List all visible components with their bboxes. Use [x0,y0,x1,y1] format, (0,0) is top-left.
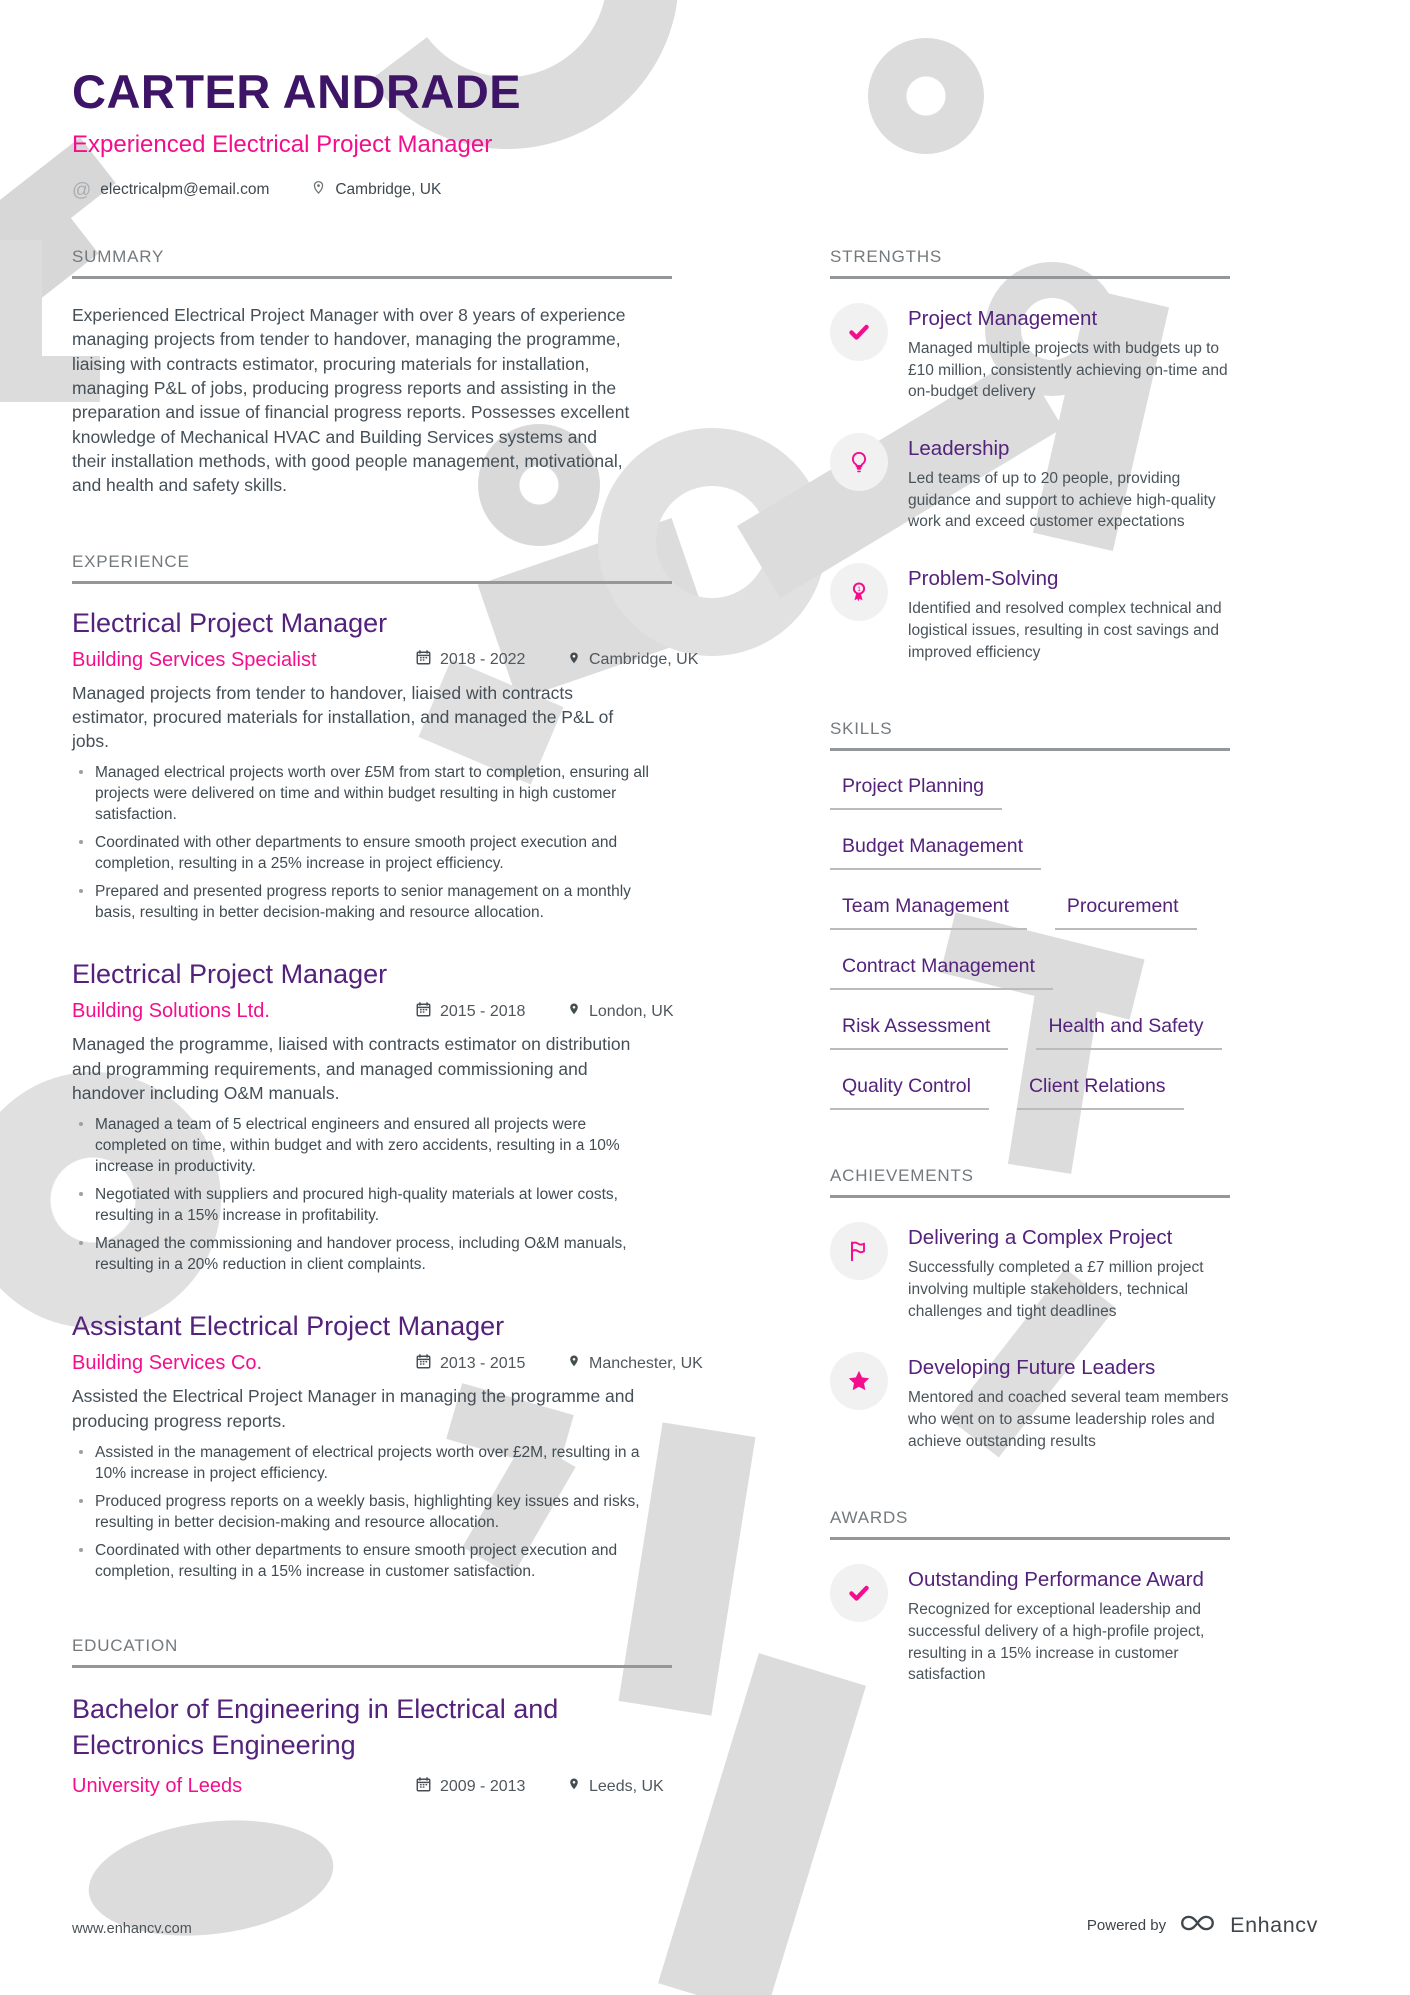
job-title: Electrical Project Manager [72,607,388,638]
bullet-item: Prepared and presented progress reports to senior management on a monthly basis, resulting in better decision-making and resource allocation. [72,881,650,923]
powered-by-block [1087,1910,1318,1941]
education-section [72,1636,672,1798]
location-text: Manchester, UK [589,1354,703,1372]
lightbulb-icon [830,433,888,491]
company-name: Building Services Specialist [72,648,317,671]
strength-text: Identified and resolved complex technical and logistical issues, resulting in cost savings and improved efficiency [908,600,1222,661]
location-pin-icon [567,1353,581,1374]
experience-section [72,551,703,1583]
job-summary: Managed projects from tender to handover, liaised with contracts estimator, procured materials for installation, and managed the P&L of jobs. [72,682,614,751]
calendar-icon [415,1353,432,1375]
awards-section [830,1508,1230,1686]
company-name: Building Solutions Ltd. [72,1000,270,1023]
location-value: Cambridge, UK [335,181,442,198]
achievement-title: Developing Future Leaders [908,1356,1156,1380]
skill-item: Procurement [1055,895,1197,930]
degree-title: Bachelor of Engineering in Electrical and Electronics Engineering [72,1694,559,1760]
skill-item: Project Planning [830,775,1002,810]
date-range [415,1353,567,1375]
achievements-section [830,1166,1230,1452]
section-heading-awards: AWARDS [830,1508,1230,1540]
bullet-item: Coordinated with other departments to ensure smooth project execution and completion, resulting in a 25% increase in project efficiency. [72,832,650,874]
location-pin-icon [311,179,326,201]
skill-item: Quality Control [830,1075,989,1110]
job-summary: Assisted the Electrical Project Manager in managing the programme and producing progress reports. [72,1386,635,1431]
strength-entry [830,303,1230,403]
job-meta-row [72,1352,717,1375]
section-heading-experience: EXPERIENCE [72,552,672,584]
enhancv-brand-text[interactable]: Enhancv [1230,1913,1318,1937]
summary-section [72,247,672,498]
section-heading-strengths: STRENGTHS [830,247,1230,279]
job-summary: Managed the programme, liaised with contracts estimator on distribution and programming requirements, and managed commissioning and handover including O&M manuals. [72,1034,631,1103]
job-bullets [72,1114,650,1276]
skills-section [830,719,1230,1110]
resume-header [72,64,1410,201]
section-heading-skills: SKILLS [830,719,1230,751]
skill-item: Client Relations [1017,1075,1184,1110]
contact-row [72,179,1410,201]
check-icon [830,1564,888,1622]
strength-title: Leadership [908,437,1010,461]
location-pin-icon [567,650,581,671]
skill-item: Contract Management [830,955,1053,990]
school-name: University of Leeds [72,1775,243,1798]
powered-by-label: Powered by [1086,1917,1167,1934]
award-entry [830,1564,1230,1686]
job-location [567,650,717,671]
candidate-name: CARTER ANDRADE [72,65,522,118]
location-pin-icon [567,1776,581,1797]
experience-entry [72,607,699,924]
skill-item: Health and Safety [1036,1015,1221,1050]
bullet-item: Produced progress reports on a weekly basis, highlighting key issues and risks, resulting in better decision-making and resource allocation. [72,1491,650,1533]
award-title: Outstanding Performance Award [908,1568,1204,1592]
footer-website-link[interactable]: www.enhancv.com [72,1921,192,1937]
left-column [72,247,703,1852]
bullet-item: Coordinated with other departments to ensure smooth project execution and completion, resulting in a 15% increase in customer satisfaction. [72,1540,650,1582]
email-item [72,181,269,200]
strengths-section [830,247,1230,663]
achievement-text: Successfully completed a £7 million project involving multiple stakeholders, technical challenges and tight deadlines [908,1259,1204,1320]
strength-title: Project Management [908,307,1098,330]
location-text: Leeds, UK [589,1777,664,1795]
job-meta-row [72,649,717,672]
location-item [311,179,441,201]
achievement-text: Mentored and coached several team members who went on to assume leadership roles and achieve outstanding results [908,1389,1229,1450]
job-bullets [72,1442,650,1582]
education-location [567,1776,717,1797]
calendar-icon [415,649,432,671]
candidate-title: Experienced Electrical Project Manager [72,131,493,158]
right-column [830,247,1230,1852]
award-text: Recognized for exceptional leadership and successful delivery of a high-profile project, resulting in a 15% increase in customer satisfaction [908,1601,1205,1684]
section-heading-education: EDUCATION [72,1636,672,1668]
calendar-icon [415,1001,432,1023]
date-text: 2015 - 2018 [440,1002,526,1020]
email-value[interactable]: electricalpm@email.com [100,181,270,198]
company-name: Building Services Co. [72,1352,263,1375]
strength-text: Led teams of up to 20 people, providing guidance and support to achieve high-quality work and exceed customer expectations [908,470,1216,531]
job-title: Electrical Project Manager [72,959,388,990]
skill-item: Risk Assessment [830,1015,1008,1050]
date-range [415,1776,567,1798]
email-icon: @ [72,179,92,201]
section-heading-summary: SUMMARY [72,247,672,279]
strength-text: Managed multiple projects with budgets up to £10 million, consistently achieving on-time and on-budget delivery [908,340,1228,401]
education-meta-row [72,1775,717,1798]
experience-entry [72,1311,703,1582]
summary-text: Experienced Electrical Project Manager with over 8 years of experience managing projects from tender to handover, managing the programme, liaising with contracts estimator, procuring materials for installation, managing P&L of jobs, producing progress reports and assisting in the preparation and issue of financial progress reports. Possesses excellent knowledge of Mechanical HVAC and Building Services systems and their installation methods, with good people management, motivational, and health and safety skills. [72,305,630,496]
achievement-entry [830,1222,1230,1322]
date-text: 2013 - 2015 [440,1354,526,1372]
bullet-item: Assisted in the management of electrical projects worth over £2M, resulting in a 10% increase in project efficiency. [72,1442,650,1484]
bullet-item: Managed the commissioning and handover process, including O&M manuals, resulting in a 20% reduction in client complaints. [72,1233,650,1275]
skill-item: Budget Management [830,835,1041,870]
date-range [415,1001,567,1023]
star-icon [830,1352,888,1410]
enhancv-logo-icon [1178,1910,1218,1941]
achievement-title: Delivering a Complex Project [908,1226,1173,1250]
date-text: 2009 - 2013 [440,1777,526,1795]
medal-icon [830,563,888,621]
skill-item: Team Management [830,895,1027,930]
strength-title: Problem-Solving [908,567,1059,591]
svg-text:1: 1 [857,586,861,594]
flag-icon [830,1222,888,1280]
experience-entry [72,959,672,1275]
location-text: Cambridge, UK [589,651,699,668]
bullet-item: Managed a team of 5 electrical engineers and ensured all projects were completed on time, within budget and with zero accidents, resulting in a 10% increase in productivity. [72,1114,650,1177]
bullet-item: Managed electrical projects worth over £5M from start to completion, ensuring all projects were delivered on time and within budget resulting in high customer satisfaction. [72,762,650,825]
location-pin-icon [567,1001,581,1022]
location-text: London, UK [589,1002,674,1020]
achievement-entry [830,1352,1230,1452]
date-text: 2018 - 2022 [440,651,526,668]
job-location [567,1353,717,1374]
bullet-item: Negotiated with suppliers and procured high-quality materials at lower costs, resulting in a 15% increase in profitability. [72,1184,650,1226]
strength-entry [830,563,1230,663]
job-bullets [72,762,650,924]
date-range [415,649,567,671]
section-heading-achievements: ACHIEVEMENTS [830,1166,1230,1198]
job-meta-row [72,1000,717,1023]
calendar-icon [415,1776,432,1798]
check-icon [830,303,888,361]
job-location [567,1001,717,1022]
job-title: Assistant Electrical Project Manager [72,1311,505,1342]
strength-entry [830,433,1230,533]
